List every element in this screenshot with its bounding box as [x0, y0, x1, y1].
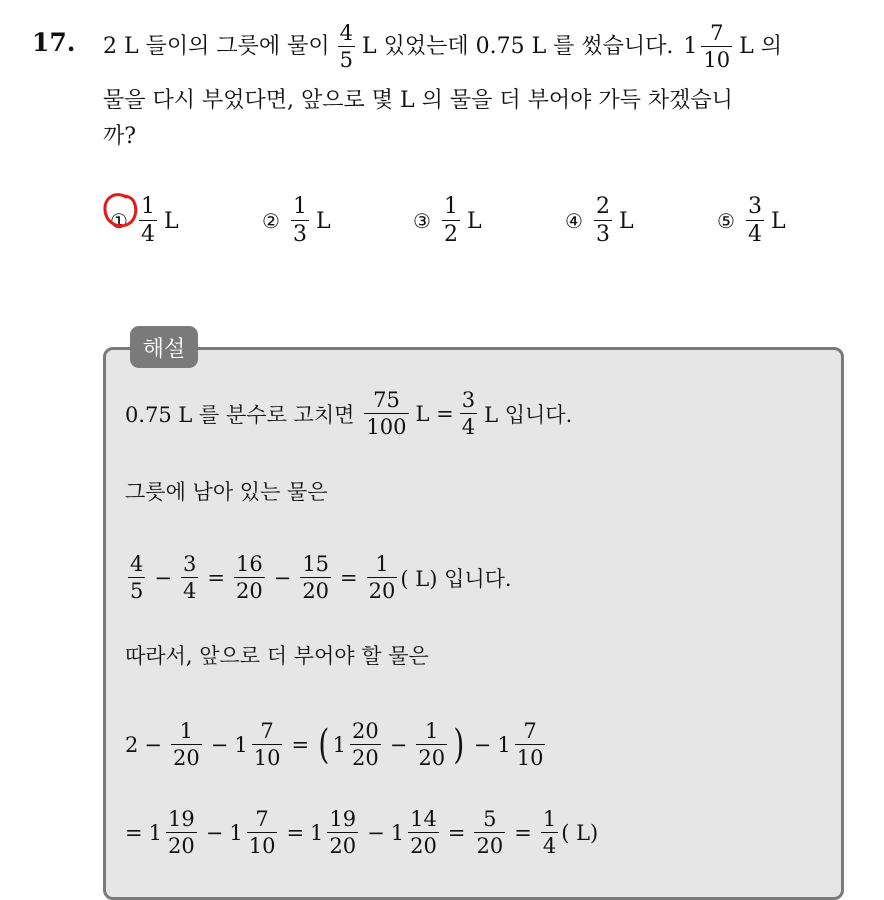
solution-text: 그릇에 남아 있는 물은: [125, 480, 328, 504]
question-text: L 있었는데 0.75 L 를 썼습니다.: [361, 34, 674, 59]
option-number: ②: [262, 209, 280, 233]
option-unit: L: [770, 208, 786, 234]
question-text: L 의: [739, 34, 783, 59]
option-number: ①: [110, 209, 128, 233]
option-1[interactable]: [110, 196, 179, 246]
solution-line-2: [125, 476, 328, 506]
denominator: 4: [461, 415, 476, 439]
fraction: [181, 554, 198, 602]
denominator: 10: [703, 48, 731, 72]
operator: −: [389, 733, 408, 757]
option-unit: L: [618, 208, 634, 234]
numerator: 3: [182, 552, 197, 576]
fraction: [364, 390, 408, 438]
question-number: 17.: [32, 28, 76, 57]
fraction: [252, 721, 283, 769]
numerator: 1: [292, 194, 307, 219]
operator: −: [205, 821, 224, 845]
denominator: 10: [516, 746, 544, 770]
denominator: 20: [410, 834, 437, 858]
whole: 1: [310, 821, 324, 845]
fraction: [541, 809, 558, 857]
numerator: 1: [140, 194, 155, 219]
whole: 1: [148, 821, 162, 845]
fraction: [367, 554, 398, 602]
denominator: 5: [339, 48, 353, 72]
operator: =: [340, 566, 358, 590]
operator: −: [210, 733, 229, 757]
operator: −: [154, 566, 172, 590]
numerator: 7: [710, 21, 724, 45]
solution-text: L =: [415, 402, 454, 426]
numerator: 16: [235, 552, 263, 576]
question-line-2: 물을 다시 부었다면, 앞으로 몇 L 의 물을 더 부어야 가득 차겠습니: [103, 88, 733, 113]
numerator: 1: [443, 194, 458, 219]
numerator: 4: [339, 21, 353, 45]
whole: 1: [390, 821, 405, 845]
question-text: 2 L 들이의 그릇에 물이: [103, 34, 330, 59]
denominator: 20: [235, 579, 263, 603]
mixed-number: [229, 809, 280, 857]
denominator: 20: [476, 834, 504, 858]
whole: 1: [234, 733, 248, 757]
numerator: 1: [179, 719, 194, 743]
whole: 1: [683, 34, 698, 59]
solution-line-3: [125, 550, 512, 606]
fraction: [327, 809, 358, 857]
denominator: 20: [172, 746, 200, 770]
option-fraction: [139, 196, 157, 246]
solution-text: ( L): [561, 821, 599, 845]
mixed-number: [391, 809, 442, 857]
denominator: 20: [418, 746, 446, 770]
option-fraction: [291, 196, 309, 246]
numerator: 75: [373, 388, 400, 412]
option-5[interactable]: [717, 196, 786, 246]
selected-circle-mark: [102, 191, 140, 231]
paren-open: (: [318, 722, 330, 768]
numerator: 15: [302, 552, 330, 576]
option-number: ④: [565, 209, 583, 233]
option-unit: L: [163, 208, 179, 234]
denominator: 3: [595, 222, 610, 247]
fraction: [408, 809, 439, 857]
mixed-number: [149, 809, 200, 857]
denominator: 4: [747, 222, 762, 247]
whole: 1: [497, 733, 511, 757]
solution-text: 따라서, 앞으로 더 부어야 할 물은: [125, 644, 429, 668]
option-number: ③: [413, 209, 431, 233]
denominator: 5: [130, 579, 144, 603]
numerator: 14: [410, 807, 437, 831]
denominator: 3: [292, 222, 307, 247]
option-3[interactable]: [413, 196, 482, 246]
mixed-number: [683, 23, 735, 71]
fraction: [171, 721, 202, 769]
denominator: 20: [329, 834, 357, 858]
numerator: 7: [255, 807, 269, 831]
numerator: 1: [375, 552, 389, 576]
operator: =: [447, 821, 466, 845]
numerator: 19: [167, 807, 195, 831]
whole: 1: [229, 821, 243, 845]
fraction: [128, 554, 145, 602]
solution-line-1: [125, 386, 572, 442]
question-line-1: [103, 21, 783, 72]
denominator: 4: [140, 222, 155, 247]
mixed-number: [497, 721, 548, 769]
fraction: [701, 23, 732, 71]
fraction: [234, 554, 265, 602]
fraction: [247, 809, 278, 857]
mixed-number: [333, 721, 384, 769]
solution-line-4: [125, 640, 429, 670]
denominator: 20: [167, 834, 195, 858]
numerator: 19: [329, 807, 357, 831]
solution-line-5: [125, 716, 548, 774]
denominator: 4: [542, 834, 557, 858]
denominator: 20: [368, 579, 396, 603]
number: 2: [125, 733, 139, 757]
option-number: ⑤: [717, 209, 735, 233]
operator: −: [473, 733, 492, 757]
fraction: [300, 554, 331, 602]
numerator: 4: [130, 552, 144, 576]
whole: 1: [332, 733, 347, 757]
denominator: 20: [302, 579, 330, 603]
numerator: 7: [260, 719, 274, 743]
question-line-3: 까?: [103, 124, 137, 149]
denominator: 10: [253, 746, 281, 770]
fraction: [350, 721, 381, 769]
operator: =: [514, 821, 532, 845]
mixed-number: [234, 721, 285, 769]
operator: −: [144, 733, 162, 757]
operator: −: [367, 821, 385, 845]
numerator: 1: [425, 719, 439, 743]
option-2[interactable]: [262, 196, 331, 246]
numerator: 3: [747, 194, 762, 219]
mixed-number: [310, 809, 361, 857]
numerator: 3: [461, 388, 476, 412]
option-fraction: [746, 196, 764, 246]
option-unit: L: [466, 208, 482, 234]
fraction: [515, 721, 546, 769]
solution-text: ( L) 입니다.: [400, 567, 512, 591]
numerator: 7: [523, 719, 537, 743]
option-unit: L: [315, 208, 331, 234]
solution-text: L 입니다.: [484, 403, 573, 427]
denominator: 10: [248, 834, 276, 858]
option-4[interactable]: [565, 196, 634, 246]
paren-close: ): [453, 722, 465, 768]
denominator: 4: [182, 579, 197, 603]
denominator: 20: [352, 746, 379, 770]
numerator: 5: [483, 807, 497, 831]
denominator: 2: [443, 222, 458, 247]
solution-text: 0.75 L 를 분수로 고치면: [125, 403, 355, 427]
operator: =: [125, 821, 143, 845]
solution-tag: 해설: [130, 326, 198, 368]
operator: =: [286, 821, 305, 845]
option-fraction: [594, 196, 612, 246]
fraction: [338, 23, 355, 71]
operator: =: [291, 733, 310, 757]
operator: −: [273, 566, 292, 590]
fraction: [474, 809, 505, 857]
numerator: 20: [352, 719, 379, 743]
fraction: [416, 721, 447, 769]
solution-line-6: [125, 804, 598, 862]
numerator: 2: [595, 194, 610, 219]
fraction: [166, 809, 197, 857]
fraction: [460, 390, 477, 438]
numerator: 1: [542, 807, 557, 831]
denominator: 100: [366, 415, 407, 439]
operator: =: [207, 566, 225, 590]
option-fraction: [442, 196, 460, 246]
